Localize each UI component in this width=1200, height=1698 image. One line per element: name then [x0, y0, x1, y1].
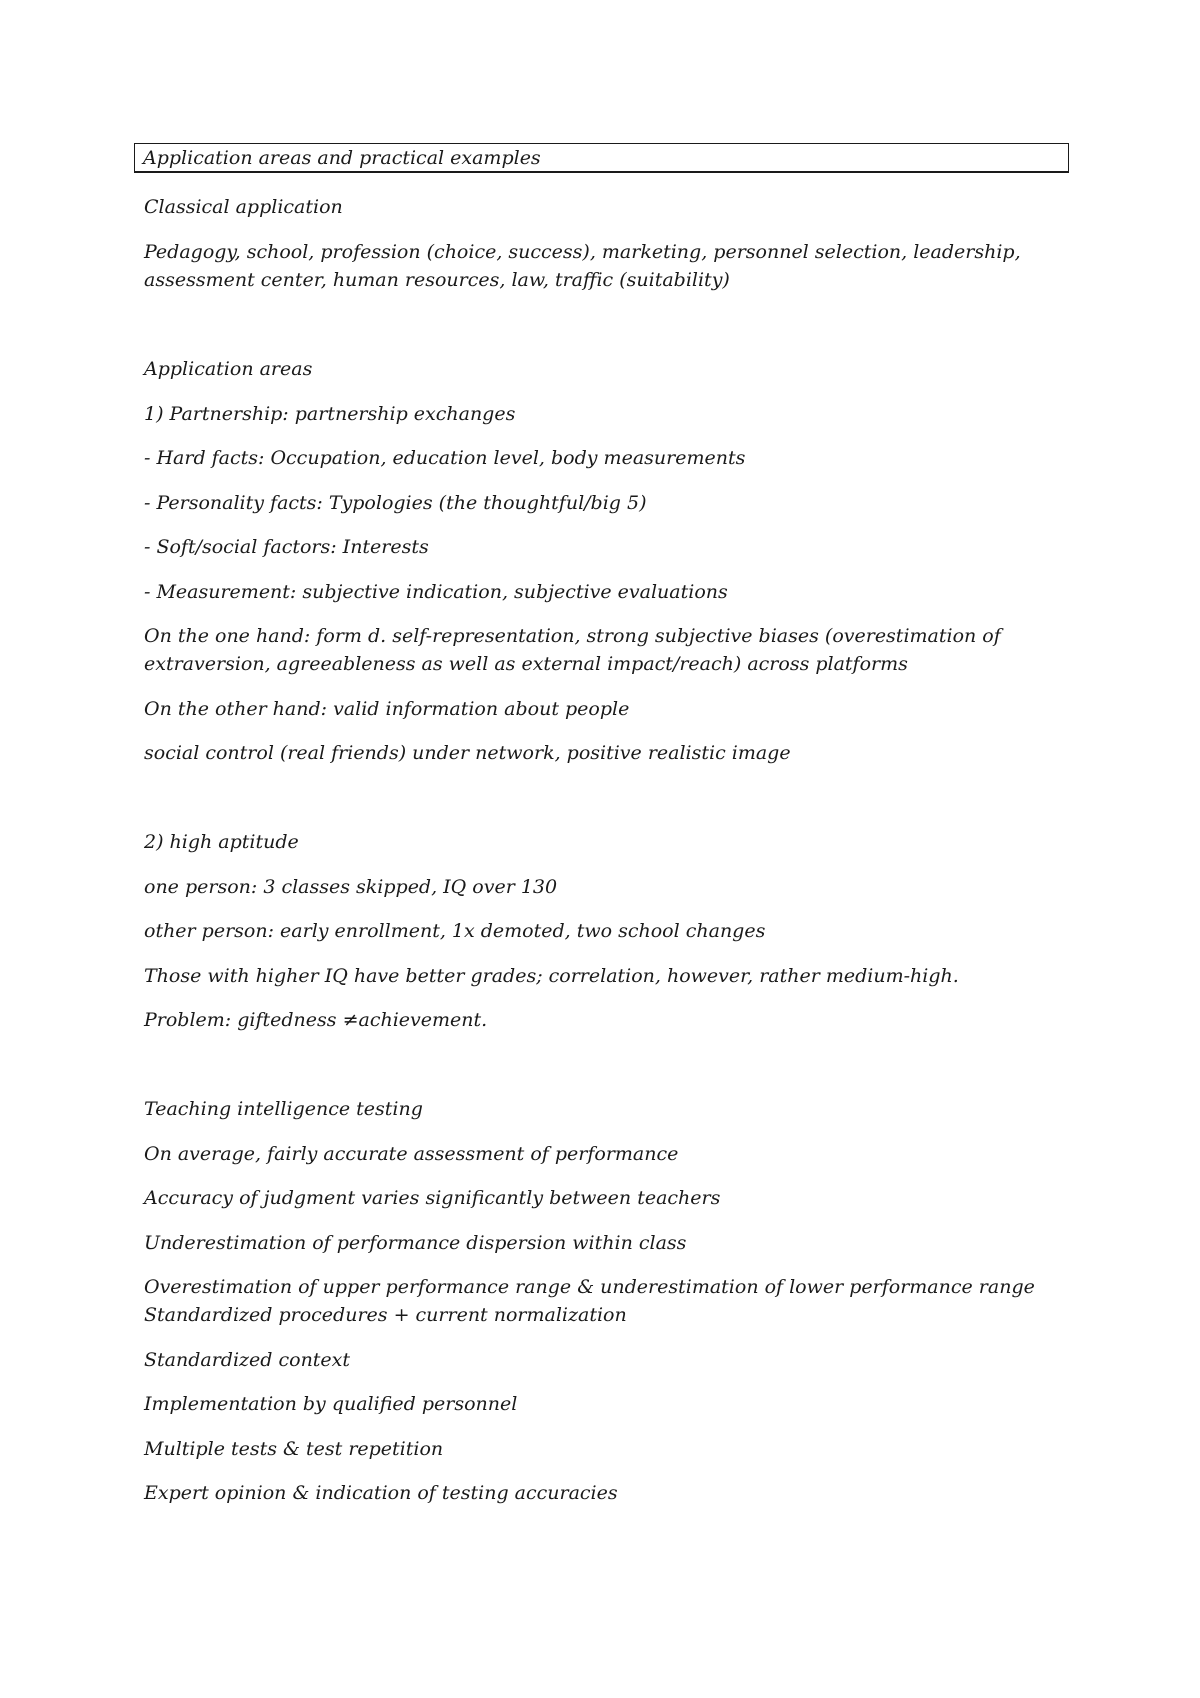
heading-teaching-intelligence-testing: Teaching intelligence testing — [144, 1098, 423, 1120]
heading-high-aptitude: 2) high aptitude — [144, 831, 299, 853]
text-line: assessment center, human resources, law, traffic (suitability) — [144, 269, 730, 291]
heading-classical-application: Classical application — [144, 196, 343, 218]
text-line: Accuracy of judgment varies significantly between teachers — [144, 1187, 721, 1209]
text-line: Pedagogy, school, profession (choice, success), marketing, personnel selection, leadership, — [144, 241, 1021, 263]
text-line: Multiple tests & test repetition — [144, 1438, 444, 1460]
text-line: On the other hand: valid information about people — [144, 698, 630, 720]
text-line: Implementation by qualified personnel — [144, 1393, 518, 1415]
list-item: - Soft/social factors: Interests — [144, 536, 429, 558]
text-line: Underestimation of performance dispersion within class — [144, 1232, 687, 1254]
text-line: Standardized procedures + current normalization — [144, 1304, 627, 1326]
text-line: social control (real friends) under network, positive realistic image — [144, 742, 791, 764]
document-title: Application areas and practical examples — [143, 147, 541, 169]
text-line: Overestimation of upper performance range & underestimation of lower performance range — [144, 1276, 1035, 1298]
text-line: one person: 3 classes skipped, IQ over 130 — [144, 876, 558, 898]
text-line: Problem: giftedness ≠achievement. — [144, 1009, 488, 1031]
list-item: - Measurement: subjective indication, subjective evaluations — [144, 581, 728, 603]
text-line: Expert opinion & indication of testing accuracies — [144, 1482, 618, 1504]
text-line: other person: early enrollment, 1x demoted, two school changes — [144, 920, 766, 942]
text-line: On average, fairly accurate assessment of performance — [144, 1143, 679, 1165]
heading-partnership: 1) Partnership: partnership exchanges — [144, 403, 516, 425]
text-line: extraversion, agreeableness as well as external impact/reach) across platforms — [144, 653, 908, 675]
text-line: On the one hand: form d. self-representation, strong subjective biases (overestimation of — [144, 625, 1001, 647]
list-item: - Hard facts: Occupation, education level, body measurements — [144, 447, 746, 469]
title-box — [134, 143, 1069, 173]
text-line: Standardized context — [144, 1349, 351, 1371]
text-line: Those with higher IQ have better grades; correlation, however, rather medium-high. — [144, 965, 959, 987]
heading-application-areas: Application areas — [144, 358, 313, 380]
list-item: - Personality facts: Typologies (the thoughtful/big 5) — [144, 492, 647, 514]
